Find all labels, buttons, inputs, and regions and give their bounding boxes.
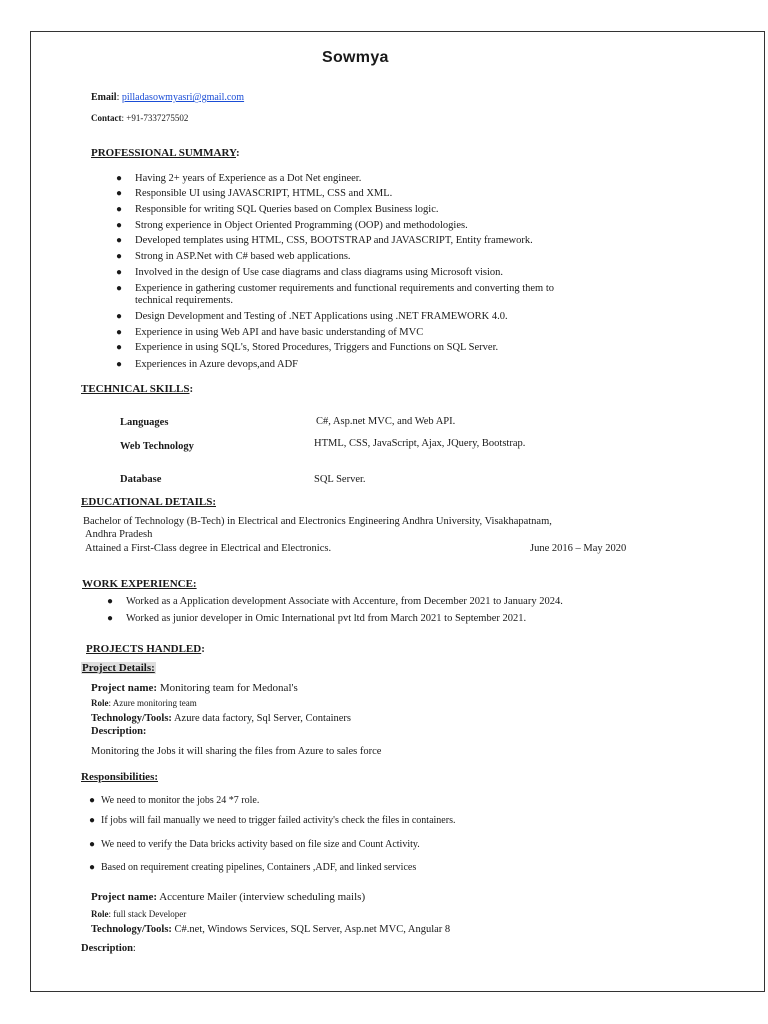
bullet-icon: ● [116, 173, 123, 184]
project1-description: Monitoring the Jobs it will sharing the files from Azure to sales force [91, 746, 382, 757]
skill-value-languages: C#, Asp.net MVC, and Web API. [316, 416, 456, 427]
bullet-icon: ● [89, 839, 96, 850]
list-item: ● Responsible UI using JAVASCRIPT, HTML, CSS and XML. [116, 188, 393, 199]
project2-tools: Technology/Tools: C#.net, Windows Services, SQL Server, Asp.net MVC, Angular 8 [91, 924, 451, 935]
education-grade: Attained a First-Class degree in Electrical and Electronics. [85, 543, 332, 554]
bullet-icon: ● [116, 267, 123, 278]
candidate-name: Sowmya [322, 49, 389, 66]
list-item: ● Strong experience in Object Oriented Programming (OOP) and methodologies. [116, 220, 468, 231]
list-item: ● Based on requirement creating pipelines, Containers ,ADF, and linked services [89, 862, 417, 873]
technical-skills-heading: TECHNICAL SKILLS: [81, 383, 194, 395]
bullet-icon: ● [107, 613, 114, 624]
project1-description-label: Description: [91, 726, 147, 737]
education-location: Andhra Pradesh [85, 529, 153, 540]
contact-line [91, 113, 188, 123]
list-item: ● Experiences in Azure devops,and ADF [116, 359, 299, 370]
list-item: ● Worked as a Application development Associate with Accenture, from December 2021 to January 2024. [107, 596, 563, 607]
list-item: ● We need to verify the Data bricks activity based on file size and Count Activity. [89, 839, 420, 850]
bullet-icon: ● [116, 283, 123, 294]
professional-summary-heading: PROFESSIONAL SUMMARY: [91, 147, 240, 159]
work-experience-heading: WORK EXPERIENCE: [82, 578, 197, 590]
education-dates: June 2016 – May 2020 [530, 543, 627, 554]
project1-role: Role: Azure monitoring team [91, 698, 197, 708]
list-item-continuation: technical requirements. [135, 295, 233, 306]
skill-label-web-technology: Web Technology [120, 441, 194, 452]
bullet-icon: ● [89, 815, 96, 826]
contact-label: Contact [91, 113, 122, 123]
education-heading: EDUCATIONAL DETAILS: [81, 496, 216, 508]
project2-description-label: Description: [81, 943, 136, 954]
list-item: ● Experience in using Web API and have basic understanding of MVC [116, 327, 424, 338]
bullet-icon: ● [116, 359, 123, 370]
bullet-icon: ● [116, 188, 123, 199]
bullet-icon: ● [116, 204, 123, 215]
project2-name: Project name: Accenture Mailer (interview scheduling mails) [91, 891, 366, 903]
email-label: Email [91, 92, 117, 103]
bullet-icon: ● [116, 235, 123, 246]
skill-value-web-technology: HTML, CSS, JavaScript, Ajax, JQuery, Bootstrap. [314, 438, 526, 449]
list-item: ● Strong in ASP.Net with C# based web applications. [116, 251, 351, 262]
bullet-icon: ● [116, 327, 123, 338]
bullet-icon: ● [116, 251, 123, 262]
bullet-icon: ● [89, 795, 96, 806]
contact-value: : +91-7337275502 [121, 113, 189, 123]
email-link[interactable]: pilladasowmyasri@gmail.com [121, 92, 245, 103]
bullet-icon: ● [116, 311, 123, 322]
list-item: ● Worked as junior developer in Omic International pvt ltd from March 2021 to September 2021. [107, 613, 527, 624]
list-item: ● Developed templates using HTML, CSS, BOOTSTRAP and JAVASCRIPT, Entity framework. [116, 235, 533, 246]
list-item: ● Involved in the design of Use case diagrams and class diagrams using Microsoft vision. [116, 267, 504, 278]
list-item: ● Experience in gathering customer requirements and functional requirements and converting them to [116, 283, 554, 294]
email-line: Email: pilladasowmyasri@gmail.com [91, 92, 245, 103]
list-item: ● Having 2+ years of Experience as a Dot Net engineer. [116, 173, 362, 184]
list-item: ● Design Development and Testing of .NET Applications using .NET FRAMEWORK 4.0. [116, 311, 508, 322]
list-item: ● We need to monitor the jobs 24 *7 role. [89, 795, 260, 806]
responsibilities-heading: Responsibilities: [81, 771, 159, 783]
project1-name: Project name: Monitoring team for Medonal's [91, 682, 298, 694]
bullet-icon: ● [107, 596, 114, 607]
project2-role: Role: full stack Developer [91, 909, 187, 919]
skill-label-languages: Languages [120, 417, 169, 428]
bullet-icon: ● [89, 862, 96, 873]
project-details-heading: Project Details: [82, 662, 155, 674]
skill-value-database: SQL Server. [314, 474, 366, 485]
bullet-icon: ● [116, 342, 123, 353]
bullet-icon: ● [116, 220, 123, 231]
skill-label-database: Database [120, 474, 162, 485]
list-item: ● If jobs will fail manually we need to trigger failed activity's check the files in containers. [89, 815, 456, 826]
education-degree: Bachelor of Technology (B-Tech) in Electrical and Electronics Engineering Andhra University, Visakhapatnam, [83, 516, 552, 527]
projects-heading: PROJECTS HANDLED: [86, 643, 205, 655]
project1-tools: Technology/Tools: Azure data factory, Sql Server, Containers [91, 713, 352, 724]
list-item: ● Experience in using SQL's, Stored Procedures, Triggers and Functions on SQL Server. [116, 342, 499, 353]
list-item: ● Responsible for writing SQL Queries based on Complex Business logic. [116, 204, 439, 215]
